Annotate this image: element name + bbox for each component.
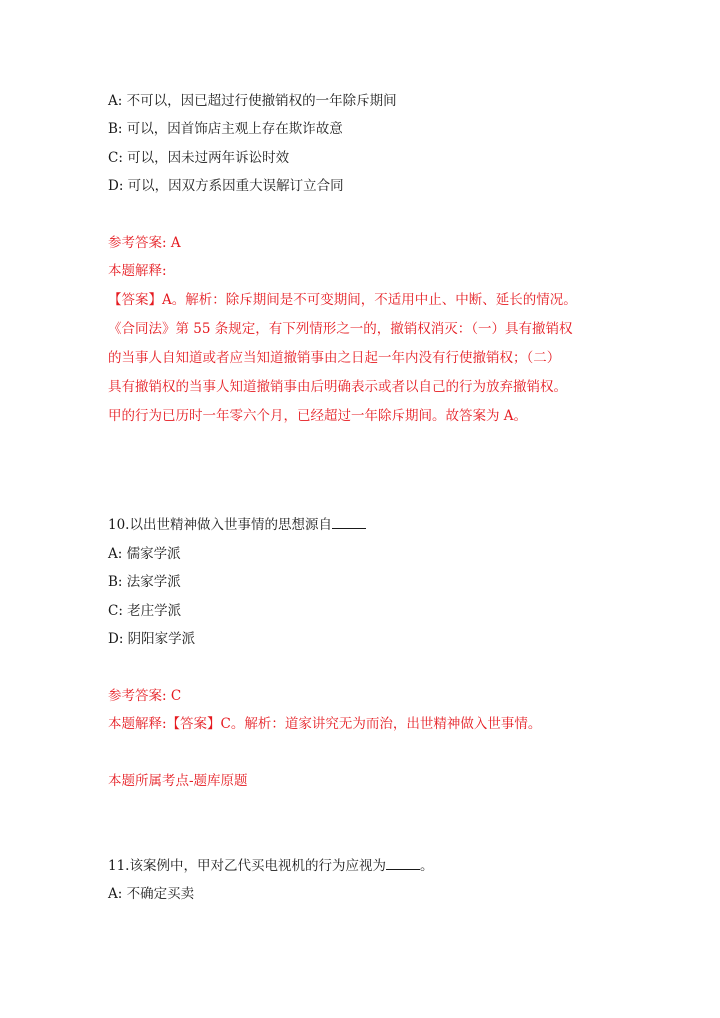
q10-question	[108, 516, 366, 534]
q10-option-d: D: 阴阳家学派	[108, 631, 196, 647]
q9-explain-line: 【答案】A。解析：除斥期间是不可变期间，不适用中止、中断、延长的情况。	[108, 292, 577, 308]
q10-option-b: B: 法家学派	[108, 574, 181, 590]
q9-option-c: C: 可以，因未过两年诉讼时效	[108, 150, 290, 166]
q9-option-a: A: 不可以，因已超过行使撤销权的一年除斥期间	[108, 93, 397, 109]
q9-option-d: D: 可以，因双方系因重大误解订立合同	[108, 178, 344, 194]
q10-answer: 参考答案: C	[108, 688, 182, 704]
q9-explain-line: 的当事人自知道或者应当知道撤销事由之日起一年内没有行使撤销权；（二）	[108, 350, 561, 366]
q10-explanation: 本题解释:【答案】C。解析：道家讲究无为而治，出世精神做入世事情。	[108, 716, 542, 732]
answer-blank	[386, 857, 420, 870]
answer-blank	[332, 516, 366, 529]
q9-explain-label: 本题解释:	[108, 263, 167, 279]
q10-question-text: 10.以出世精神做入世事情的思想源自	[108, 517, 332, 533]
q9-explain-line: 《合同法》第 55 条规定，有下列情形之一的，撤销权消灭：（一）具有撤销权	[108, 321, 573, 337]
q9-answer: 参考答案: A	[108, 235, 181, 251]
q9-explain-line: 具有撤销权的当事人知道撤销事由后明确表示或者以自己的行为放弃撤销权。	[108, 379, 567, 395]
q10-option-c: C: 老庄学派	[108, 603, 182, 619]
q10-option-a: A: 儒家学派	[108, 546, 181, 562]
q9-option-b: B: 可以，因首饰店主观上存在欺诈故意	[108, 121, 343, 137]
q11-question-text: 11.该案例中，甲对乙代买电视机的行为应视为	[108, 858, 386, 874]
q11-question-end: 。	[419, 858, 434, 874]
q10-source: 本题所属考点-题库原题	[108, 773, 248, 789]
q9-explain-line: 甲的行为已历时一年零六个月，已经超过一年除斥期间。故答案为 A。	[108, 408, 528, 424]
q9-explanation	[108, 286, 616, 431]
q11-question	[108, 857, 433, 875]
q11-option-a: A: 不确定买卖	[108, 886, 195, 902]
